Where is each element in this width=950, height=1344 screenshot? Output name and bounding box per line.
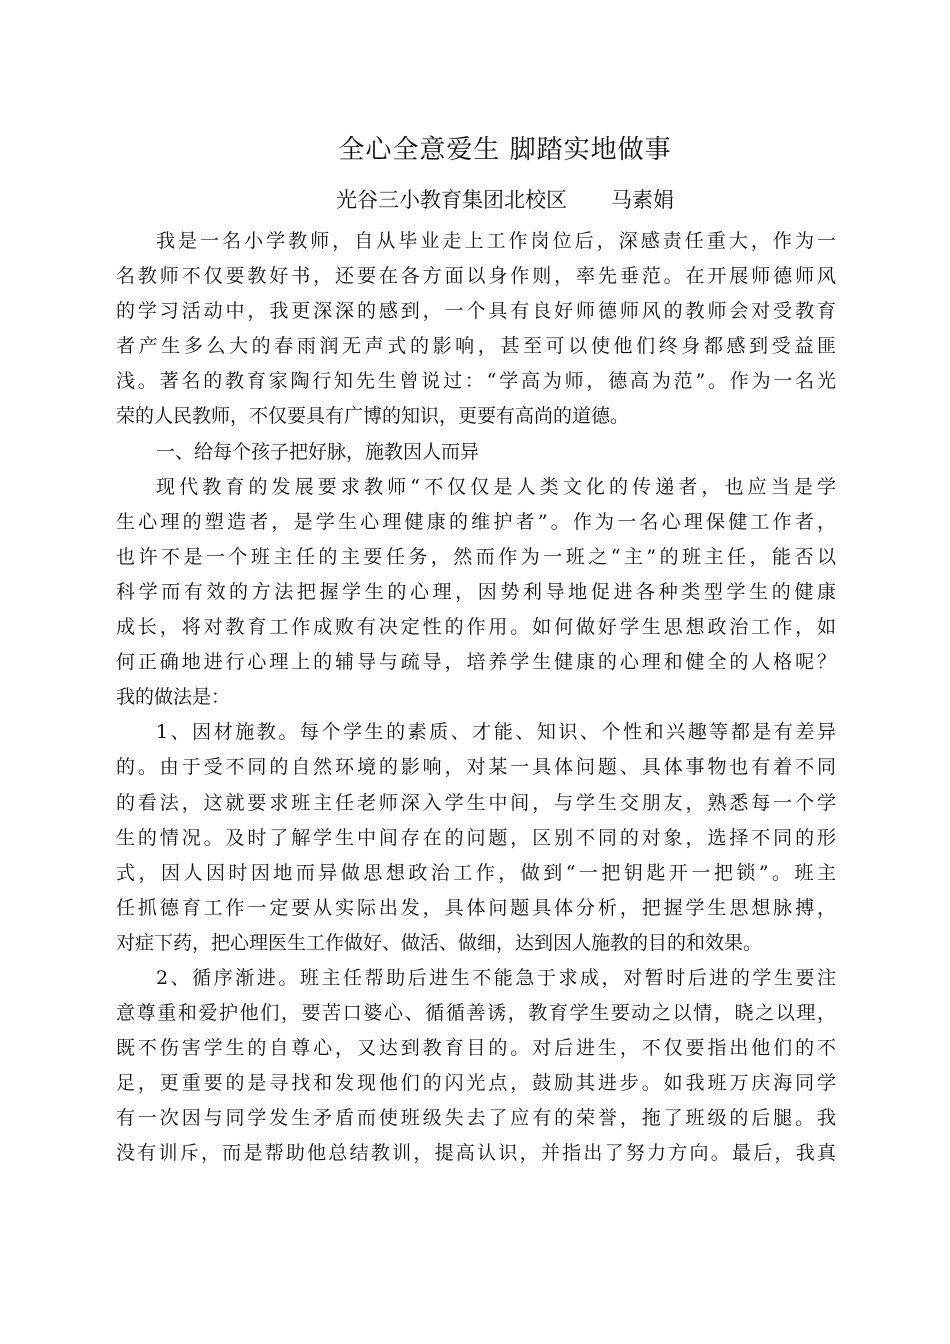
paragraph-line: 现代教育的发展要求教师“不仅仅是人类文化的传递者，也应当是学	[156, 475, 836, 498]
paragraph-line: 2、循序渐进。班主任帮助后进生不能急于求成，对暂时后进的学生要注	[156, 966, 836, 989]
paragraph-line: 的看法，这就要求班主任老师深入学生中间，与学生交朋友，熟悉每一个学	[116, 791, 836, 814]
paragraph-line: 的。由于受不同的自然环境的影响，对某一具体问题、具体事物也有着不同	[116, 756, 836, 779]
paragraph-line: 生的情况。及时了解学生中间存在的问题，区别不同的对象，选择不同的形	[116, 826, 836, 849]
author-name: 马素娟	[611, 188, 674, 212]
paragraph	[116, 470, 836, 716]
paragraph-line: 对症下药，把心理医生工作做好、做活、做细，达到因人施教的目的和效果。	[116, 931, 763, 954]
paragraph-line: 荣的人民教师，不仅要具有广博的知识，更要有高尚的道德。	[116, 405, 630, 428]
paragraph-line: 没有训斥，而是帮助他总结教训，提高认识，并指出了努力方向。最后，我真	[116, 1142, 836, 1165]
paragraph-line: 的学习活动中，我更深深的感到，一个具有良好师德师风的教师会对受教育	[116, 300, 836, 323]
paragraph-line: 者产生多么大的春雨润无声式的影响，甚至可以使他们终身都感到受益匪	[116, 335, 836, 358]
document-title: 全心全意爱生 脚踏实地做事	[338, 135, 672, 165]
paragraph-line: 式，因人因时因地而异做思想政治工作，做到“一把钥匙开一把锁”。班主	[116, 861, 836, 884]
document-body	[116, 224, 836, 1172]
author-school: 光谷三小教育集团北校区	[336, 188, 567, 212]
paragraph	[116, 961, 836, 1172]
paragraph-line: 名教师不仅要教好书，还要在各方面以身作则，率先垂范。在开展师德师风	[116, 265, 836, 288]
paragraph-line: 也许不是一个班主任的主要任务，然而作为一班之“主”的班主任，能否以	[116, 545, 836, 568]
paragraph-line: 我的做法是：	[116, 686, 231, 709]
paragraph-line: 成长，将对教育工作成败有决定性的作用。如何做好学生思想政治工作，如	[116, 616, 836, 639]
paragraph	[116, 715, 836, 961]
paragraph-line: 生心理的塑造者，是学生心理健康的维护者”。作为一名心理保健工作者，	[116, 510, 836, 533]
paragraph-line: 足，更重要的是寻找和发现他们的闪光点，鼓励其进步。如我班万庆海同学	[116, 1072, 836, 1095]
paragraph-line: 有一次因与同学发生矛盾而使班级失去了应有的荣誉，拖了班级的后腿。我	[116, 1107, 836, 1130]
paragraph-line: 何正确地进行心理上的辅导与疏导，培养学生健康的心理和健全的人格呢？	[116, 651, 836, 674]
paragraph-line: 既不伤害学生的自尊心，又达到教育目的。对后进生，不仅要指出他们的不	[116, 1037, 836, 1060]
paragraph-line: 我是一名小学教师，自从毕业走上工作岗位后，深感责任重大，作为一	[156, 230, 836, 252]
paragraph-line: 1、因材施教。每个学生的素质、才能、知识、个性和兴趣等都是有差异	[156, 721, 836, 744]
paragraph-line: 任抓德育工作一定要从实际出发，具体问题具体分析，把握学生思想脉搏，	[116, 896, 836, 919]
paragraph	[116, 224, 836, 435]
paragraph-line: 科学而有效的方法把握学生的心理，因势利导地促进各种类型学生的健康	[116, 580, 836, 603]
paragraph-line: 浅。著名的教育家陶行知先生曾说过：“学高为师，德高为范”。作为一名光	[116, 370, 836, 393]
paragraph-line: 一、给每个孩子把好脉，施教因人而异	[156, 440, 480, 463]
paragraph	[116, 435, 836, 470]
author-byline	[0, 184, 950, 216]
paragraph-line: 意尊重和爱护他们，要苦口婆心、循循善诱，教育学生要动之以情，晓之以理，	[116, 1002, 836, 1025]
